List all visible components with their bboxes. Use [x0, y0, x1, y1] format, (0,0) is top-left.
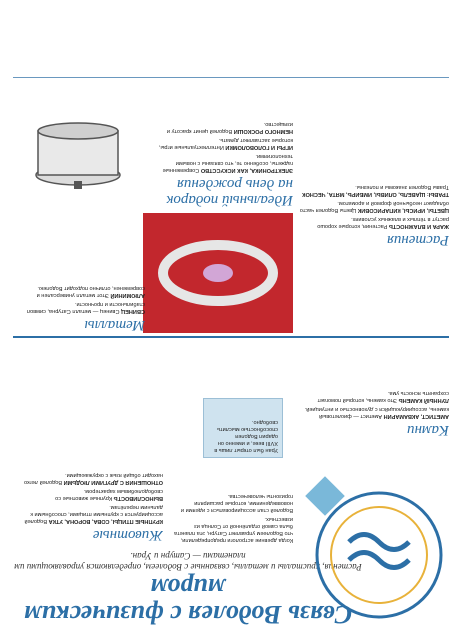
- metal-text: Этот металл универсален и современен, отлично подходит Водолею.: [36, 285, 145, 298]
- metal-name: СВИНЕЦ: [121, 308, 145, 314]
- metal-name: АЛЮМИНИЙ: [110, 292, 145, 298]
- gift-column: [153, 83, 293, 208]
- page-subtitle: Растения, кристаллы и металлы, связанные с Водолеем, определяются управляющими им планетами — Сатурн и Уран.: [14, 551, 362, 572]
- plant-name: ЖАРА И ВЛАЖНОСТЬ: [388, 223, 449, 229]
- animals-column: [13, 343, 163, 543]
- plants-heading: Растения: [386, 232, 449, 248]
- animal-name: КРУПНЫЕ ПТИЦЫ, СОВА, ВОРОНА, УТКА: [48, 518, 163, 524]
- plant-name: ЦВЕТЫ, ИРИСЫ, КИПАРИСОВИК: [357, 207, 449, 213]
- plant-text: Цветы Водолея часто обладают необычной формой и ароматом.: [299, 200, 449, 213]
- plants-column: [299, 83, 449, 248]
- uranus-callout: [203, 398, 283, 458]
- animal-text: Крупные животные со свободолюбивым характером.: [55, 488, 163, 501]
- metals-heading: Металлы: [84, 317, 145, 333]
- stones-heading: Камни: [407, 422, 449, 438]
- stones-column: [299, 258, 449, 438]
- uranus-callout-text: Уран был открыт лишь в XVIII веке, и именно он одарил Водолея способностью мыслить свободно.: [214, 419, 278, 453]
- animal-name: ВЫНОСЛИВОСТЬ: [113, 495, 163, 501]
- page-bottom-rule: [13, 77, 449, 78]
- gift-text: Современные гаджеты, особенно те, что связаны с новыми технологиями.: [162, 153, 293, 173]
- intro-paragraph: Водолей стал ассоциироваться с идеями и нововведениями, которые расширяли горизонты человечества.: [180, 493, 293, 513]
- stone-text: Аметист — фиолетовый камень, ассоциирующийся с духовностью и интуицией.: [304, 406, 449, 419]
- animal-text: Водолей ассоциируется с крупными птицами, способными к дальним перелётам.: [24, 504, 163, 524]
- gift-heading: Идеальный подарок на день рождения: [166, 176, 293, 208]
- animals-heading: Животные: [92, 527, 163, 543]
- cooking-pot-illustration: [18, 113, 138, 193]
- gift-text: Интеллектуальные игры, которые заставляют думать.: [158, 137, 293, 150]
- page-title: Связь Водолея с физическим миром: [23, 573, 353, 629]
- gift-name: НЕМНОГО РОСКОШИ: [233, 128, 293, 134]
- animal-name: ОТНОШЕНИЯ С ДРУГИМИ ЛЮДЬМИ: [63, 479, 163, 485]
- ring-photo: [143, 213, 293, 333]
- intro-paragraph: Когда древние астрологи предопределили, что Водолеем управляет Сатурн, эта планета была самой отдалённой от Солнца из известных.: [174, 516, 293, 543]
- stone-name: АМЕТИСТ, АКВАМАРИН: [383, 413, 449, 419]
- plant-text: Травы Водолея знакомы и полезны.: [355, 184, 449, 190]
- stone-text: Это камень, который помогает сохранять ясность ума.: [317, 390, 449, 403]
- animal-text: Водолей легко находит общий язык с окружающими.: [23, 472, 163, 485]
- gift-name: ИГРЫ И ГОЛОВОЛОМКИ: [225, 144, 293, 150]
- plant-name: ТРАВЫ: ЩАВЕЛЬ, ОЛИВЫ, ИМБИРЬ, МЯТА, ЧЕСНОК: [302, 191, 449, 197]
- gift-text: Водолей ценит красоту и изящество.: [166, 121, 293, 134]
- plant-text: Растения, которые хорошо растут в тёплых и влажных условиях.: [317, 216, 449, 229]
- stone-name: ЛУННЫЙ КАМЕНЬ: [398, 397, 449, 403]
- metals-column: [13, 203, 145, 333]
- gift-name: ЭЛЕКТРОНИКА, КАК ИСКУССТВО: [200, 167, 293, 173]
- zodiac-illustration: [299, 460, 449, 630]
- metal-text: Свинец — металл Сатурна, символ стабильности и прочности.: [26, 301, 145, 314]
